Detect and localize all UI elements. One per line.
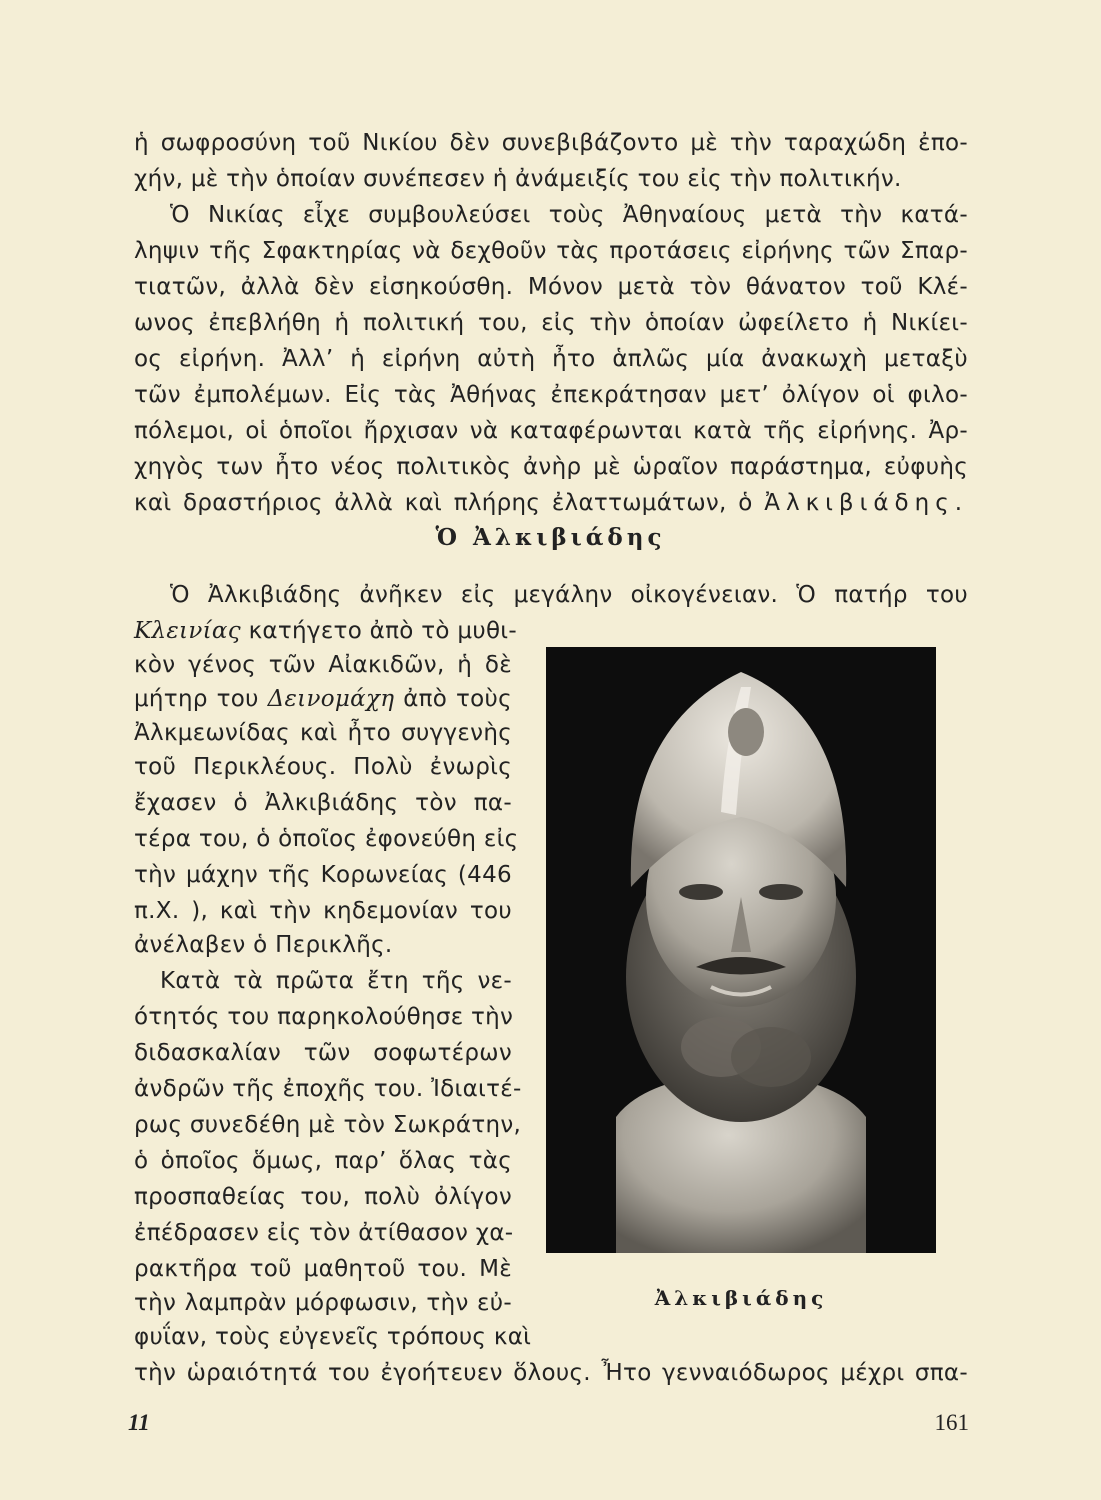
text-line: τὴν μάχην τῆς Κορωνείας (446 xyxy=(134,862,512,888)
text-line: ἔχασεν ὁ Ἀλκιβιάδης τὸν πα- xyxy=(134,790,512,816)
text-line: ἀνέλαβεν ὁ Περικλῆς. xyxy=(134,932,393,958)
text-line: χηγὸς των ἦτο νέος πολιτικὸς ἀνὴρ μὲ ὡραῖον παράστημα, εὐφυὴς xyxy=(134,454,968,480)
text-line: φυΐαν, τοὺς εὐγενεῖς τρόπους καὶ xyxy=(134,1324,532,1350)
text-line: τέρα του, ὁ ὁποῖος ἐφονεύθη εἰς xyxy=(134,826,519,852)
bust-photograph xyxy=(546,647,936,1253)
text-segment: καὶ δραστήριος ἀλλὰ καὶ πλήρης ἐλαττωμάτων, ὁ xyxy=(134,490,753,516)
text-line: Κατὰ τὰ πρῶτα ἔτη τῆς νε- xyxy=(160,968,512,994)
signature-mark: 11 xyxy=(128,1410,150,1435)
text-line: ρακτῆρα τοῦ μαθητοῦ του. Μὲ xyxy=(134,1256,512,1282)
photo-caption: Ἀλκιβιάδης xyxy=(654,1286,828,1310)
page-number: 161 xyxy=(934,1410,969,1435)
text-line: ότητός του παρηκολούθησε τὴν xyxy=(134,1004,514,1030)
text-segment: μήτηρ του xyxy=(134,686,259,712)
text-line xyxy=(134,682,512,716)
text-line xyxy=(134,486,968,520)
section-heading: Ὁ Ἀλκιβιάδης xyxy=(435,524,666,551)
text-line: τῶν ἐμπολέμων. Εἰς τὰς Ἀθήνας ἐπεκράτησαν μετ’ ὀλίγον οἱ φιλο- xyxy=(134,382,968,408)
text-segment: ἀπὸ τοὺς xyxy=(403,686,512,712)
text-line: ὁ ὁποῖος ὅμως, παρ’ ὅλας τὰς xyxy=(134,1148,512,1174)
text-line: προσπαθείας του, πολὺ ὀλίγον xyxy=(134,1184,512,1210)
text-line: ληψιν τῆς Σφακτηρίας νὰ δεχθοῦν τὰς προτάσεις εἰρήνης τῶν Σπαρ- xyxy=(134,238,968,264)
text-line: τὴν λαμπρὰν μόρφωσιν, τὴν εὐ- xyxy=(134,1290,512,1316)
text-line: ρως συνεδέθη μὲ τὸν Σωκράτην, xyxy=(134,1112,522,1138)
text-line: Ὁ Ἀλκιβιάδης ἀνῆκεν εἰς μεγάλην οἰκογένειαν. Ὁ πατήρ του xyxy=(170,582,968,608)
text-segment: κατήγετο ἀπὸ τὸ μυθι- xyxy=(248,618,517,644)
text-line: ωνος ἐπεβλήθη ἡ πολιτική του, εἰς τὴν ὁποίαν ὠφείλετο ἡ Νικίει- xyxy=(134,310,968,336)
text-line: ἐπέδρασεν εἰς τὸν ἀτίθασον χα- xyxy=(134,1220,514,1246)
spaced-name: Ἀλκιβιάδης. xyxy=(764,490,968,516)
text-line: χήν, μὲ τὴν ὁποίαν συνέπεσεν ἡ ἀνάμειξίς του εἰς τὴν πολιτικήν. xyxy=(134,166,902,192)
text-line: ἀνδρῶν τῆς ἐποχῆς του. Ἰδιαιτέ- xyxy=(134,1076,522,1102)
text-line: ἡ σωφροσύνη τοῦ Νικίου δὲν συνεβιβάζοντο μὲ τὴν ταραχώδη ἐπο- xyxy=(134,130,968,156)
text-line: τὴν ὡραιότητά του ἐγοήτευεν ὅλους. Ἦτο γενναιόδωρος μέχρι σπα- xyxy=(134,1360,968,1386)
text-line: πόλεμοι, οἱ ὁποῖοι ἤρχισαν νὰ καταφέρωνται κατὰ τῆς εἰρήνης. Ἀρ- xyxy=(134,418,968,444)
text-line: τοῦ Περικλέους. Πολὺ ἐνωρὶς xyxy=(134,754,512,780)
text-line: κὸν γένος τῶν Αἰακιδῶν, ἡ δὲ xyxy=(134,652,512,678)
text-line: τιατῶν, ἀλλὰ δὲν εἰσηκούσθη. Μόνον μετὰ τὸν θάνατον τοῦ Κλέ- xyxy=(134,274,968,300)
text-line: π.Χ. ), καὶ τὴν κηδεμονίαν του xyxy=(134,898,512,924)
text-line: διδασκαλίαν τῶν σοφωτέρων xyxy=(134,1040,512,1066)
text-line: Ἀλκμεωνίδας καὶ ἦτο συγγενὴς xyxy=(134,720,512,746)
italic-name: Δεινομάχη xyxy=(267,686,395,712)
text-line: Ὁ Νικίας εἶχε συμβουλεύσει τοὺς Ἀθηναίους μετὰ τὴν κατά- xyxy=(170,202,968,228)
italic-name: Κλεινίας xyxy=(134,618,241,644)
text-line: ος εἰρήνη. Ἀλλ’ ἡ εἰρήνη αὐτὴ ἦτο ἁπλῶς μία ἀνακωχὴ μεταξὺ xyxy=(134,346,968,372)
alcibiades-bust-image xyxy=(546,647,936,1253)
text-line xyxy=(134,614,517,648)
